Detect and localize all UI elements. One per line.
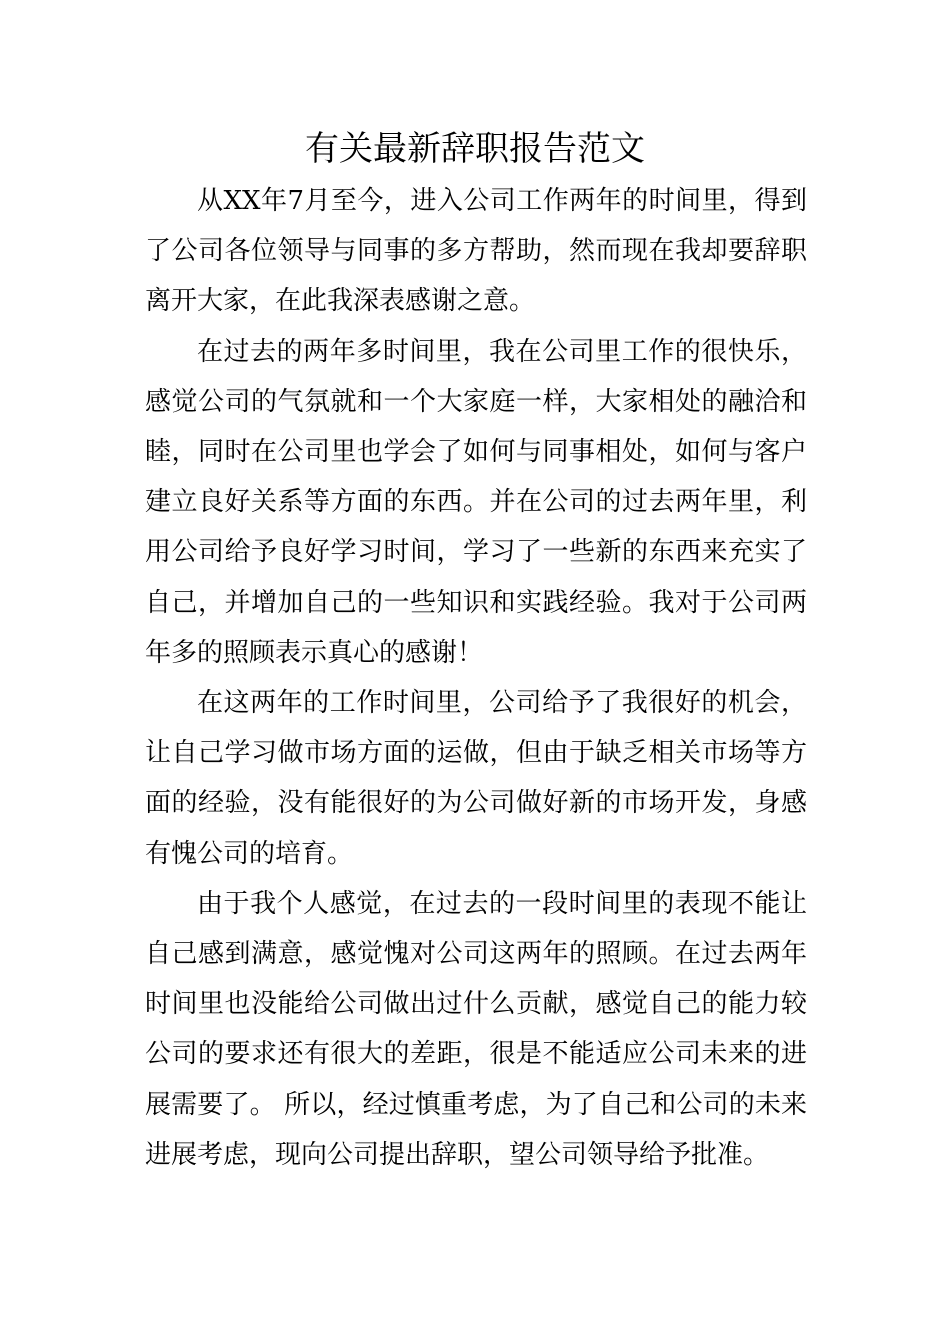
- paragraph-4: 由于我个人感觉，在过去的一段时间里的表现不能让自己感到满意，感觉愧对公司这两年的照顾。在过去两年时间里也没能给公司做出过什么贡献，感觉自己的能力较公司的要求还有很大的差距，很是不能适应公司未来的进展需要了。 所以，经过慎重考虑，为了自己和公司的未来进展考虑，现向公司提出辞职，望公司领导给予批准。: [145, 888, 807, 1170]
- paragraph-3: 在这两年的工作时间里，公司给予了我很好的机会，让自己学习做市场方面的运做，但由于缺乏相关市场等方面的经验，没有能很好的为公司做好新的市场开发，身感有愧公司的培育。: [145, 688, 807, 869]
- paragraph-2: 在过去的两年多时间里，我在公司里工作的很快乐，感觉公司的气氛就和一个大家庭一样，大家相处的融洽和睦，同时在公司里也学会了如何与同事相处，如何与客户建立良好关系等方面的东西。并在公司的过去两年里，利用公司给予良好学习时间，学习了一些新的东西来充实了自己，并增加自己的一些知识和实践经验。我对于公司两年多的照顾表示真心的感谢！: [145, 336, 807, 668]
- paragraph-1: 从XX年7月至今，进入公司工作两年的时间里，得到了公司各位领导与同事的多方帮助，然而现在我却要辞职离开大家，在此我深表感谢之意。: [145, 186, 807, 317]
- document-title: 有关最新辞职报告范文: [305, 129, 645, 169]
- document-body: [145, 176, 807, 1180]
